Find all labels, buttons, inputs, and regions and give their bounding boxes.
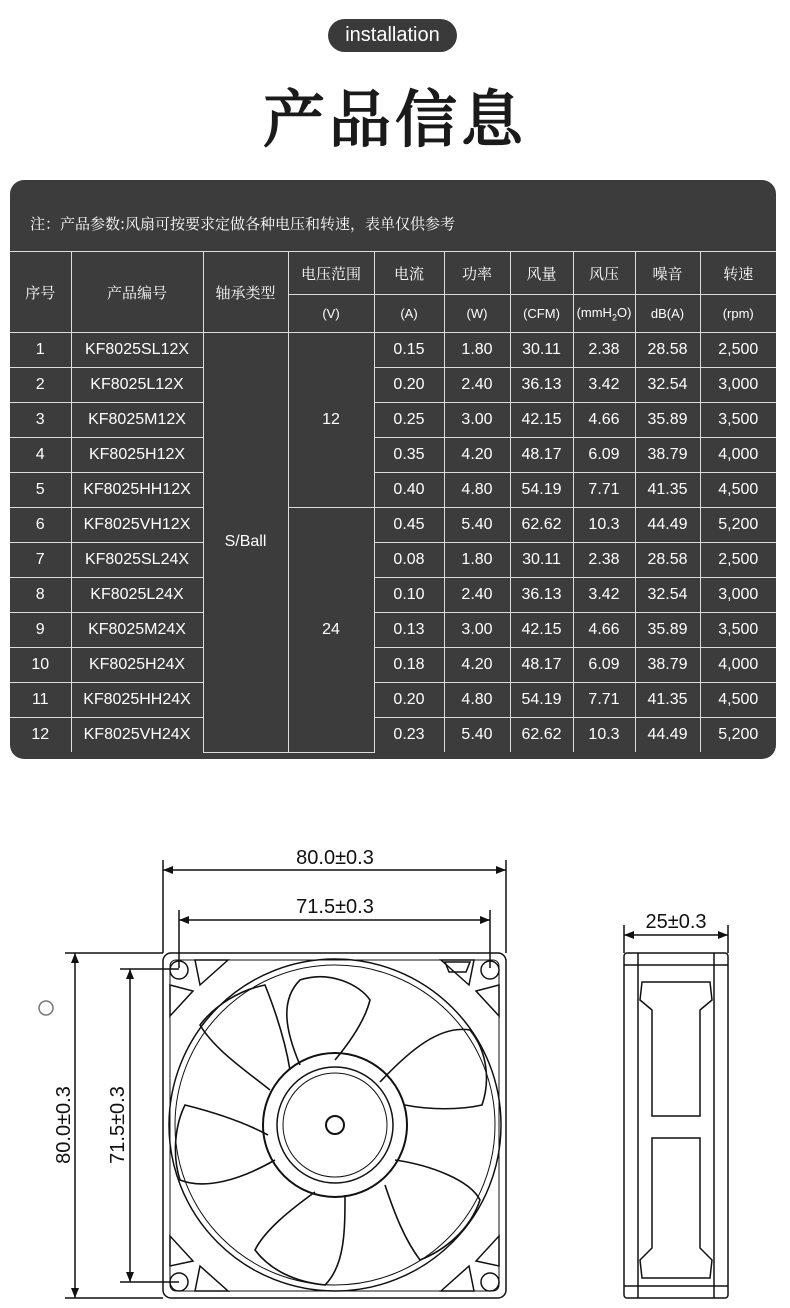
cell-voltage-group: 12 xyxy=(288,333,374,508)
fan-side-view xyxy=(624,925,728,1298)
cell-power: 4.80 xyxy=(444,473,510,508)
cell-power: 1.80 xyxy=(444,333,510,368)
cell-model: KF8025L12X xyxy=(71,368,203,403)
header-pressure: 风压 xyxy=(573,252,635,295)
table-row xyxy=(10,578,776,613)
cell-no: 7 xyxy=(10,543,71,578)
cell-no: 8 xyxy=(10,578,71,613)
cell-pressure: 10.3 xyxy=(573,508,635,543)
table-row xyxy=(10,508,776,543)
cell-speed: 3,500 xyxy=(700,403,776,438)
cell-speed: 5,200 xyxy=(700,508,776,543)
unit-speed: (rpm) xyxy=(700,295,776,333)
cell-power: 5.40 xyxy=(444,508,510,543)
cell-no: 12 xyxy=(10,718,71,753)
cell-speed: 4,500 xyxy=(700,473,776,508)
cell-speed: 2,500 xyxy=(700,543,776,578)
unit-power: (W) xyxy=(444,295,510,333)
cell-noise: 38.79 xyxy=(635,648,700,683)
table-row xyxy=(10,403,776,438)
cell-noise: 41.35 xyxy=(635,473,700,508)
cell-model: KF8025VH12X xyxy=(71,508,203,543)
cell-power: 1.80 xyxy=(444,543,510,578)
cell-no: 5 xyxy=(10,473,71,508)
cell-pressure: 4.66 xyxy=(573,403,635,438)
table-note: 注：产品参数:风扇可按要求定做各种电压和转速，表单仅供参考 xyxy=(30,215,456,233)
cell-power: 2.40 xyxy=(444,368,510,403)
table-row xyxy=(10,473,776,508)
header-model: 产品编号 xyxy=(71,252,203,333)
cell-speed: 2,500 xyxy=(700,333,776,368)
table-row xyxy=(10,683,776,718)
page-title: 产品信息 xyxy=(262,83,527,156)
cell-airflow: 62.62 xyxy=(510,508,573,543)
cell-current: 0.15 xyxy=(374,333,444,368)
cell-pressure: 6.09 xyxy=(573,438,635,473)
header-power: 功率 xyxy=(444,252,510,295)
cell-current: 0.20 xyxy=(374,368,444,403)
cell-power: 4.20 xyxy=(444,648,510,683)
cell-noise: 44.49 xyxy=(635,718,700,753)
cell-noise: 41.35 xyxy=(635,683,700,718)
fan-center-hole xyxy=(326,1116,344,1134)
fan-hub xyxy=(263,1053,407,1197)
unit-voltage: (V) xyxy=(288,295,374,333)
table-row xyxy=(10,648,776,683)
cell-no: 4 xyxy=(10,438,71,473)
cell-noise: 32.54 xyxy=(635,578,700,613)
installation-badge: installation xyxy=(328,19,457,52)
header-bearing: 轴承类型 xyxy=(203,252,288,333)
dim-outer-height: 80.0±0.3 xyxy=(53,1086,75,1164)
table-row xyxy=(10,613,776,648)
cell-no: 9 xyxy=(10,613,71,648)
cell-airflow: 62.62 xyxy=(510,718,573,753)
fan-frame-outline xyxy=(163,953,506,1298)
header-speed: 转速 xyxy=(700,252,776,295)
cell-current: 0.45 xyxy=(374,508,444,543)
spec-table-body xyxy=(10,333,776,753)
cell-power: 2.40 xyxy=(444,578,510,613)
unit-pressure: (mmH$_2$O) xyxy=(573,295,635,333)
cell-model: KF8025M12X xyxy=(71,403,203,438)
cell-no: 3 xyxy=(10,403,71,438)
cell-current: 0.18 xyxy=(374,648,444,683)
cell-no: 10 xyxy=(10,648,71,683)
cell-airflow: 42.15 xyxy=(510,403,573,438)
cell-model: KF8025SL12X xyxy=(71,333,203,368)
cell-model: KF8025HH24X xyxy=(71,683,203,718)
cell-model: KF8025HH12X xyxy=(71,473,203,508)
cell-current: 0.08 xyxy=(374,543,444,578)
header-noise: 噪音 xyxy=(635,252,700,295)
cell-noise: 35.89 xyxy=(635,613,700,648)
table-row xyxy=(10,438,776,473)
cell-power: 4.20 xyxy=(444,438,510,473)
cell-speed: 4,500 xyxy=(700,683,776,718)
table-row xyxy=(10,718,776,753)
cell-model: KF8025SL24X xyxy=(71,543,203,578)
cell-no: 1 xyxy=(10,333,71,368)
cell-pressure: 2.38 xyxy=(573,333,635,368)
cell-airflow: 54.19 xyxy=(510,683,573,718)
dim-hole-width: 71.5±0.3 xyxy=(296,896,374,918)
spec-table xyxy=(10,251,776,753)
header-airflow: 风量 xyxy=(510,252,573,295)
cell-current: 0.40 xyxy=(374,473,444,508)
cell-power: 5.40 xyxy=(444,718,510,753)
cell-speed: 3,000 xyxy=(700,578,776,613)
cell-noise: 44.49 xyxy=(635,508,700,543)
unit-current: (A) xyxy=(374,295,444,333)
cell-voltage-group: 24 xyxy=(288,508,374,753)
cell-model: KF8025VH24X xyxy=(71,718,203,753)
cell-current: 0.25 xyxy=(374,403,444,438)
header-no: 序号 xyxy=(10,252,71,333)
table-row xyxy=(10,543,776,578)
cell-pressure: 7.71 xyxy=(573,683,635,718)
cell-noise: 38.79 xyxy=(635,438,700,473)
header-current: 电流 xyxy=(374,252,444,295)
cell-airflow: 30.11 xyxy=(510,543,573,578)
header-voltage: 电压范围 xyxy=(288,252,374,295)
cell-speed: 3,000 xyxy=(700,368,776,403)
cell-pressure: 2.38 xyxy=(573,543,635,578)
cell-bearing: S/Ball xyxy=(203,333,288,753)
cell-no: 11 xyxy=(10,683,71,718)
cell-current: 0.10 xyxy=(374,578,444,613)
cell-power: 3.00 xyxy=(444,613,510,648)
cell-no: 6 xyxy=(10,508,71,543)
cell-noise: 28.58 xyxy=(635,333,700,368)
cell-airflow: 36.13 xyxy=(510,578,573,613)
cell-speed: 4,000 xyxy=(700,648,776,683)
cell-speed: 4,000 xyxy=(700,438,776,473)
unit-noise: dB(A) xyxy=(635,295,700,333)
table-row xyxy=(10,333,776,368)
cell-speed: 5,200 xyxy=(700,718,776,753)
dim-hole-height: 71.5±0.3 xyxy=(107,1086,129,1164)
cell-model: KF8025H12X xyxy=(71,438,203,473)
cell-airflow: 30.11 xyxy=(510,333,573,368)
cell-airflow: 36.13 xyxy=(510,368,573,403)
cell-current: 0.23 xyxy=(374,718,444,753)
cell-airflow: 48.17 xyxy=(510,438,573,473)
cell-speed: 3,500 xyxy=(700,613,776,648)
cell-pressure: 6.09 xyxy=(573,648,635,683)
cell-airflow: 42.15 xyxy=(510,613,573,648)
cell-airflow: 54.19 xyxy=(510,473,573,508)
cell-current: 0.35 xyxy=(374,438,444,473)
cell-model: KF8025M24X xyxy=(71,613,203,648)
cell-power: 3.00 xyxy=(444,403,510,438)
cell-current: 0.13 xyxy=(374,613,444,648)
dim-outer-width: 80.0±0.3 xyxy=(296,847,374,869)
cell-model: KF8025L24X xyxy=(71,578,203,613)
cell-power: 4.80 xyxy=(444,683,510,718)
cell-airflow: 48.17 xyxy=(510,648,573,683)
cell-noise: 32.54 xyxy=(635,368,700,403)
cell-pressure: 4.66 xyxy=(573,613,635,648)
table-row xyxy=(10,368,776,403)
cell-pressure: 3.42 xyxy=(573,578,635,613)
cell-no: 2 xyxy=(10,368,71,403)
cell-pressure: 10.3 xyxy=(573,718,635,753)
cell-current: 0.20 xyxy=(374,683,444,718)
dim-depth: 25±0.3 xyxy=(645,911,707,933)
cell-pressure: 3.42 xyxy=(573,368,635,403)
cell-noise: 35.89 xyxy=(635,403,700,438)
spec-table-panel xyxy=(10,180,776,759)
cell-noise: 28.58 xyxy=(635,543,700,578)
cell-model: KF8025H24X xyxy=(71,648,203,683)
unit-airflow: (CFM) xyxy=(510,295,573,333)
cell-pressure: 7.71 xyxy=(573,473,635,508)
fan-dimension-drawing xyxy=(0,820,790,1308)
